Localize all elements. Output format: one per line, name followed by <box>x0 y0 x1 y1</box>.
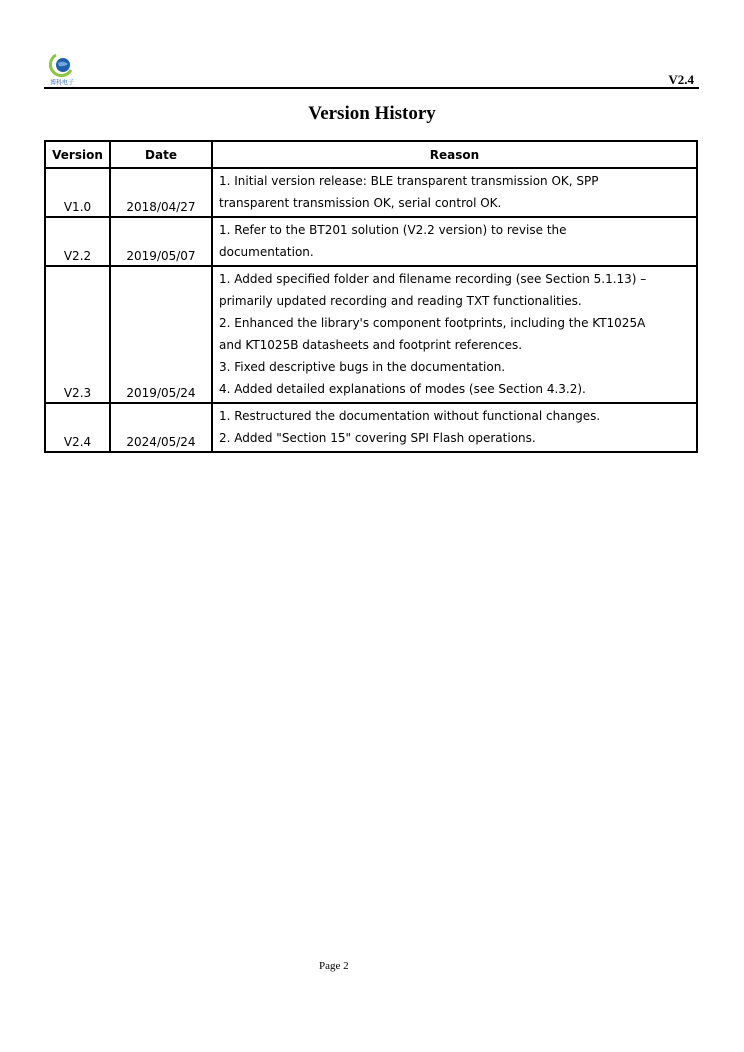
page-title: Version History <box>308 103 436 124</box>
logo-text: 博科电子 <box>49 79 75 86</box>
version-cell: V2.4 <box>45 403 110 452</box>
reason-line: 4. Added detailed explanations of modes (see Section 4.3.2). <box>219 382 586 396</box>
table-row <box>45 168 697 217</box>
reason-cell <box>212 403 697 452</box>
date-cell: 2024/05/24 <box>110 403 212 452</box>
reason-line: 1. Restructured the documentation without functional changes. <box>219 409 601 423</box>
version-history-table <box>44 140 698 453</box>
reason-line: 2. Enhanced the library's component footprints, including the KT1025A <box>219 316 646 330</box>
table-row <box>45 403 697 452</box>
reason-line: 1. Refer to the BT201 solution (V2.2 version) to revise the <box>219 223 567 237</box>
page-number: Page 2 <box>319 960 349 972</box>
reason-cell <box>212 217 697 266</box>
header-rule <box>44 87 699 89</box>
date-cell: 2019/05/07 <box>110 217 212 266</box>
reason-line: 3. Fixed descriptive bugs in the documentation. <box>219 360 506 374</box>
header-version: V2.4 <box>668 72 694 87</box>
reason-line: 1. Added specified folder and filename recording (see Section 5.1.13) – <box>219 272 647 286</box>
reason-line: 2. Added "Section 15" covering SPI Flash operations. <box>219 431 536 445</box>
reason-line: primarily updated recording and reading TXT functionalities. <box>219 294 582 308</box>
date-cell: 2018/04/27 <box>110 168 212 217</box>
reason-line: and KT1025B datasheets and footprint references. <box>219 338 523 352</box>
reason-line: 1. Initial version release: BLE transparent transmission OK, SPP <box>219 174 599 188</box>
reason-line: documentation. <box>219 245 314 259</box>
table-header-row <box>45 141 697 168</box>
reason-cell <box>212 266 697 403</box>
reason-line: transparent transmission OK, serial control OK. <box>219 196 502 210</box>
reason-cell <box>212 168 697 217</box>
col-header-reason: Reason <box>212 141 697 168</box>
version-cell: V2.2 <box>45 217 110 266</box>
company-logo <box>47 52 77 86</box>
version-cell: V1.0 <box>45 168 110 217</box>
col-header-version: Version <box>45 141 110 168</box>
date-cell: 2019/05/24 <box>110 266 212 403</box>
col-header-date: Date <box>110 141 212 168</box>
table-row <box>45 266 697 403</box>
version-cell: V2.3 <box>45 266 110 403</box>
table-row <box>45 217 697 266</box>
